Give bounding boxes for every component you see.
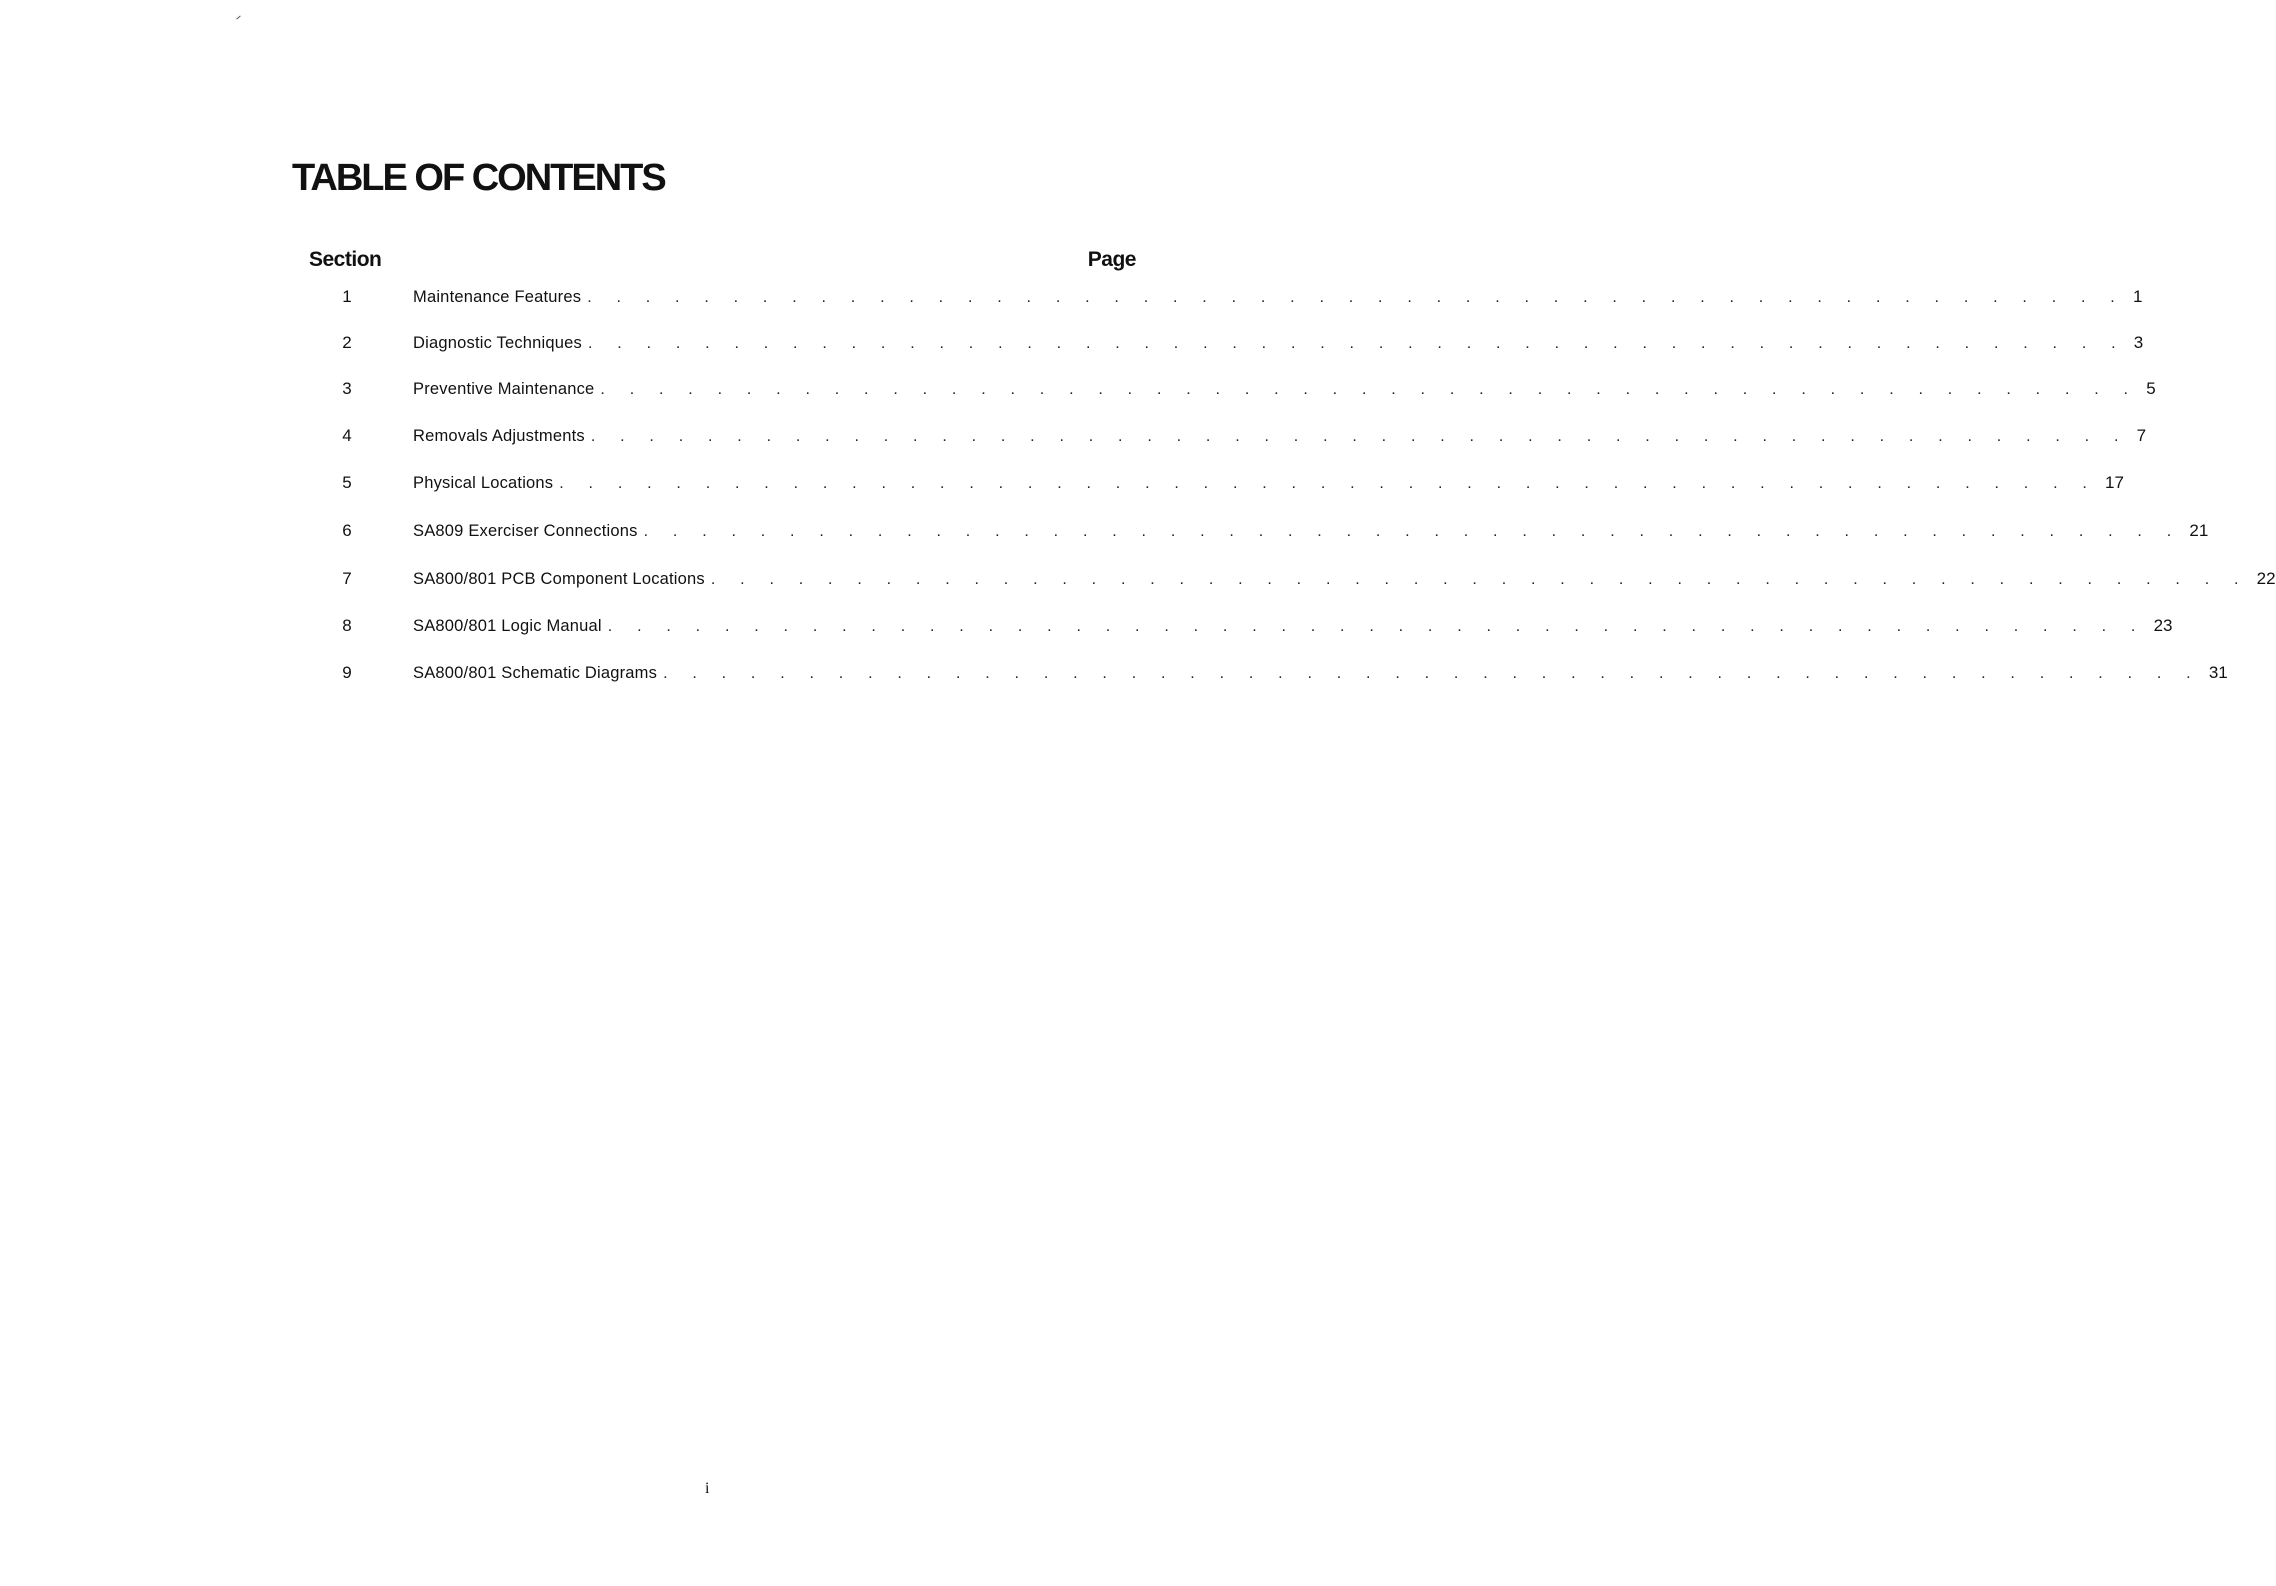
page-title: TABLE OF CONTENTS	[292, 157, 665, 199]
dot-leader: . . . . . . . . . . . . . . . . . . . . . . . . . . . . . . . . . . . . . . . . . . . . . . . . . . . . .	[559, 475, 2098, 492]
toc-section-number: 6	[342, 521, 352, 540]
toc-row[interactable]	[330, 514, 2209, 548]
toc-page-number: 7	[2136, 426, 2147, 445]
dot-leader: . . . . . . . . . . . . . . . . . . . . . . . . . . . . . . . . . . . . . . . . . . . . . . . . . . . . .	[590, 428, 2129, 445]
toc-row[interactable]	[330, 466, 2124, 500]
toc-section-number: 2	[342, 333, 352, 352]
toc-entry-title[interactable]: SA800/801 PCB Component Locations	[413, 570, 705, 588]
toc-entry-title[interactable]: Removals Adjustments	[413, 427, 585, 445]
toc-page-number: 5	[2146, 379, 2156, 398]
toc-row[interactable]	[330, 562, 2276, 596]
toc-entry-title[interactable]: SA800/801 Logic Manual	[413, 617, 602, 635]
dot-leader: . . . . . . . . . . . . . . . . . . . . . . . . . . . . . . . . . . . . . . . . . . . . . . . . . . . . .	[587, 289, 2125, 306]
toc-section-number: 1	[342, 287, 352, 306]
dot-leader: . . . . . . . . . . . . . . . . . . . . . . . . . . . . . . . . . . . . . . . . . . . . . . . . . . . . .	[643, 523, 2182, 540]
toc-row[interactable]	[330, 609, 2173, 643]
toc-entry-title[interactable]: Diagnostic Techniques	[413, 334, 582, 352]
toc-section-number: 3	[342, 379, 352, 398]
toc-page-number: 21	[2189, 521, 2209, 540]
toc-row[interactable]	[330, 280, 2143, 314]
toc-page-number: 22	[2256, 569, 2276, 588]
toc-row[interactable]	[330, 656, 2228, 690]
toc-section-number: 8	[342, 616, 352, 635]
toc-entry-title[interactable]: Preventive Maintenance	[413, 380, 595, 398]
toc-section-number: 5	[342, 473, 352, 492]
dot-leader: . . . . . . . . . . . . . . . . . . . . . . . . . . . . . . . . . . . . . . . . . . . . . . . . . . . . .	[588, 335, 2126, 352]
dot-leader: . . . . . . . . . . . . . . . . . . . . . . . . . . . . . . . . . . . . . . . . . . . . . . . . . . . . .	[607, 618, 2146, 635]
toc-entry-title[interactable]: Physical Locations	[413, 474, 554, 492]
section-column-header: Section	[309, 248, 382, 271]
toc-page-number: 1	[2132, 287, 2143, 306]
page-number-footer: i	[705, 1480, 710, 1497]
toc-entry-title[interactable]: Maintenance Features	[413, 288, 582, 306]
toc-entry-title[interactable]: SA809 Exerciser Connections	[413, 522, 638, 540]
page-column-header: Page	[1087, 248, 1136, 271]
toc-page-number: 23	[2153, 616, 2173, 635]
toc-section-number: 4	[342, 426, 352, 445]
dot-leader: . . . . . . . . . . . . . . . . . . . . . . . . . . . . . . . . . . . . . . . . . . . . . . . . . . . . .	[663, 665, 2201, 682]
toc-entry-title[interactable]: SA800/801 Schematic Diagrams	[413, 664, 658, 682]
dot-leader: . . . . . . . . . . . . . . . . . . . . . . . . . . . . . . . . . . . . . . . . . . . . . . . . . . . . .	[710, 571, 2249, 588]
toc-section-number: 9	[342, 663, 352, 682]
toc-row[interactable]	[330, 372, 2156, 406]
toc-page-number: 3	[2133, 333, 2144, 352]
toc-section-number: 7	[342, 569, 352, 588]
dot-leader: . . . . . . . . . . . . . . . . . . . . . . . . . . . . . . . . . . . . . . . . . . . . . . . . . . . . .	[600, 381, 2139, 398]
toc-row[interactable]	[330, 419, 2147, 453]
stray-pen-mark	[236, 16, 240, 20]
toc-page-number: 17	[2105, 473, 2124, 492]
toc-row[interactable]	[330, 326, 2144, 360]
toc-page-number: 31	[2208, 663, 2228, 682]
